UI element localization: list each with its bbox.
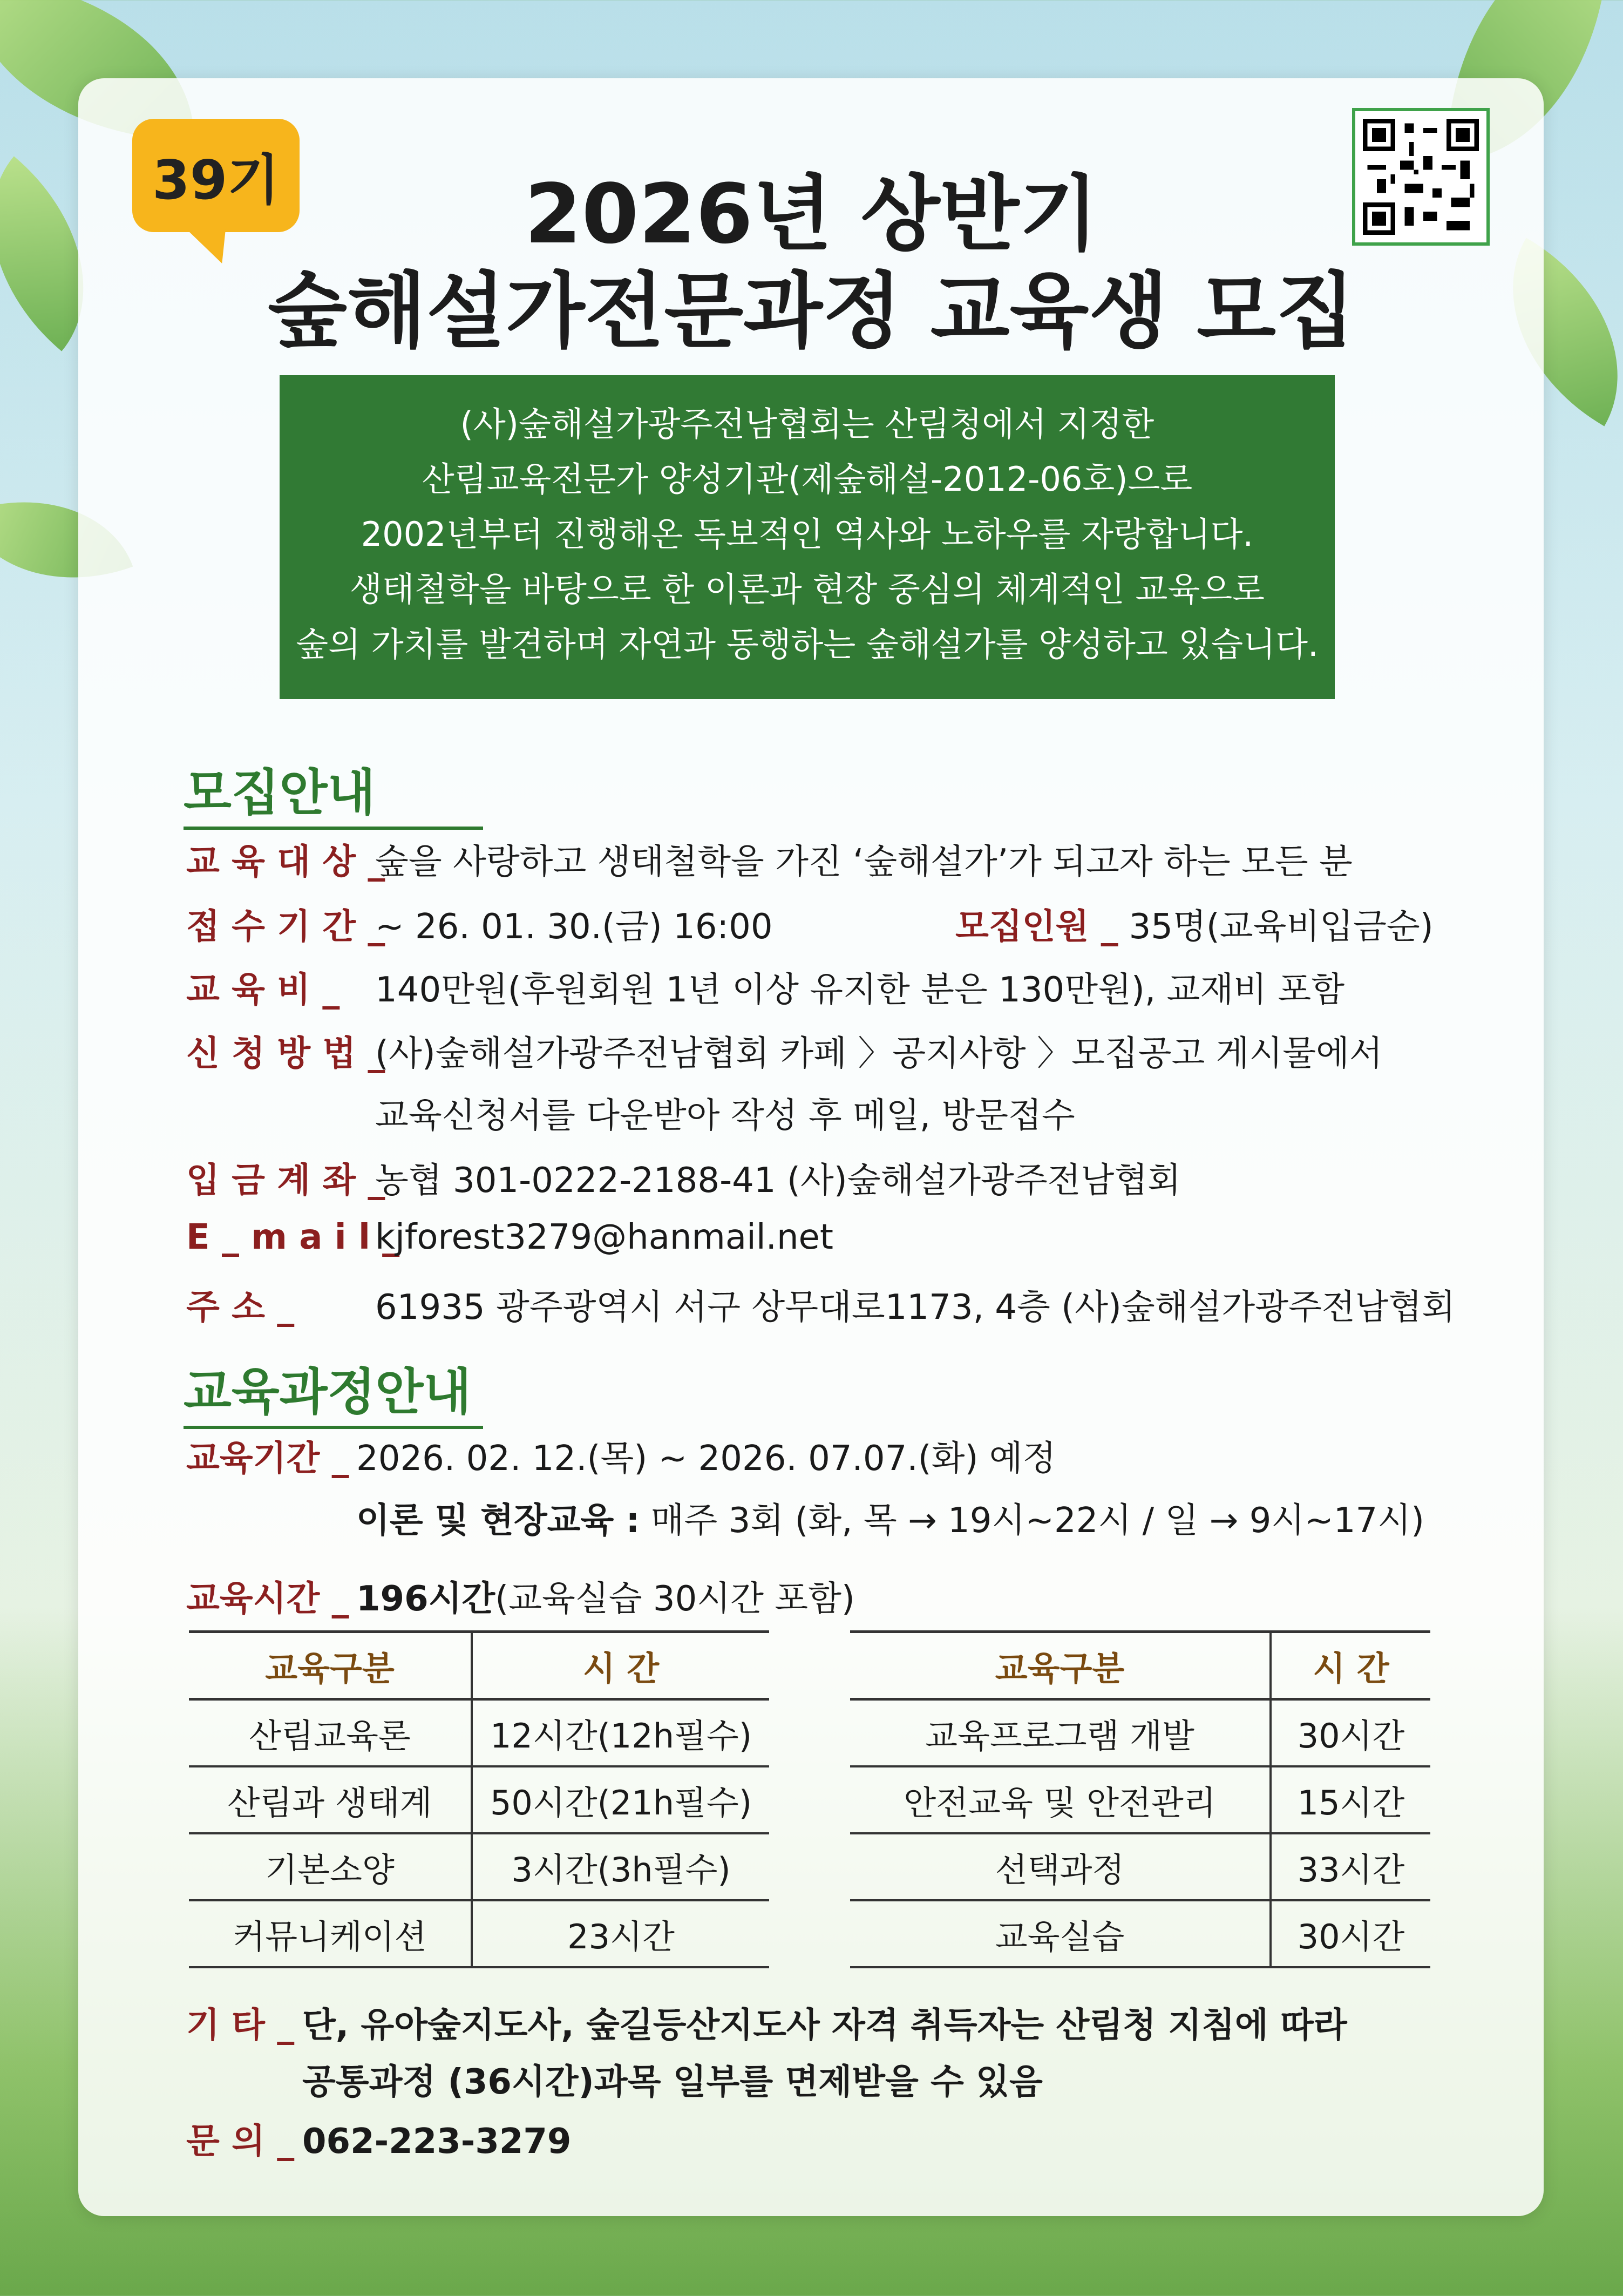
intro-line: 생태철학을 바탕으로 한 이론과 현장 중심의 체계적인 교육으로	[349, 570, 1265, 609]
fee-row	[186, 962, 1344, 1012]
account-row	[186, 1153, 1181, 1202]
address-label: 주 소 _	[186, 1288, 295, 1328]
table-cell: 12시간(12h필수)	[472, 1699, 769, 1767]
table-row	[850, 1766, 1430, 1833]
intro-line: (사)숲해설가광주전남협회는 산림청에서 지정한	[460, 404, 1155, 444]
table-row	[189, 1699, 769, 1767]
table-row	[850, 1699, 1430, 1767]
account-label: 입 금 계 좌 _	[186, 1161, 385, 1201]
target-label: 교 육 대 상 _	[186, 842, 385, 882]
hours-total: 196시간	[356, 1579, 495, 1619]
period-row	[186, 899, 773, 949]
schedule-row	[356, 1493, 1424, 1542]
apply-label: 신 청 방 법 _	[186, 1034, 385, 1074]
table-cell: 산림과 생태계	[189, 1766, 472, 1833]
etc-line-2: 공통과정 (36시간)과목 일부를 면제받을 수 있음	[302, 2062, 1043, 2102]
account-value: 농협 301-0222-2188-41 (사)숲해설가광주전남협회	[375, 1161, 1181, 1201]
col-header-time: 시 간	[472, 1632, 769, 1699]
email-label: E _ m a i l _	[186, 1217, 400, 1257]
table-cell: 30시간	[1271, 1900, 1430, 1967]
intro-line: 산림교육전문가 양성기관(제숲해설-2012-06호)으로	[422, 459, 1193, 499]
etc-row	[186, 1997, 1347, 2047]
table-cell: 산림교육론	[189, 1699, 472, 1767]
period-value: ~ 26. 01. 30.(금) 16:00	[375, 907, 773, 947]
target-value: 숲을 사랑하고 생태철학을 가진 ‘숲해설가’가 되고자 하는 모든 분	[375, 842, 1353, 882]
address-value: 61935 광주광역시 서구 상무대로1173, 4층 (사)숲해설가광주전남협회	[375, 1288, 1456, 1328]
hours-row	[186, 1571, 855, 1621]
table-header-row	[189, 1632, 769, 1699]
table-row	[189, 1900, 769, 1967]
table-row	[850, 1900, 1430, 1967]
intro-line: 숲의 가치를 발견하며 자연과 동행하는 숲해설가를 양성하고 있습니다.	[296, 625, 1319, 664]
table-cell: 안전교육 및 안전관리	[850, 1766, 1271, 1833]
table-cell: 교육실습	[850, 1900, 1271, 1967]
hours-note: (교육실습 30시간 포함)	[495, 1579, 855, 1619]
table-cell: 커뮤니케이션	[189, 1900, 472, 1967]
table-cell: 3시간(3h필수)	[472, 1833, 769, 1900]
table-row	[189, 1833, 769, 1900]
table-cell: 33시간	[1271, 1833, 1430, 1900]
table-cell: 교육프로그램 개발	[850, 1699, 1271, 1767]
col-header-category: 교육구분	[189, 1632, 472, 1699]
contact-phone[interactable]: 062-223-3279	[302, 2122, 572, 2162]
quota-label: 모집인원 _	[955, 907, 1118, 947]
table-cell: 기본소양	[189, 1833, 472, 1900]
title-line-2: 숲해설가전문과정 교육생 모집	[268, 263, 1355, 359]
intro-box	[280, 375, 1335, 699]
contact-label: 문 의 _	[186, 2122, 295, 2162]
table-cell: 선택과정	[850, 1833, 1271, 1900]
course-table-right	[850, 1630, 1430, 1968]
fee-value: 140만원(후원회원 1년 이상 유지한 분은 130만원), 교재비 포함	[375, 970, 1345, 1010]
table-cell: 23시간	[472, 1900, 769, 1967]
col-header-category: 교육구분	[850, 1632, 1271, 1699]
course-table-left	[189, 1630, 769, 1968]
recruit-heading: 모집안내	[184, 753, 483, 830]
intro-line: 2002년부터 진행해온 독보적인 역사와 노하우를 자랑합니다.	[361, 514, 1254, 554]
table-row	[189, 1766, 769, 1833]
course-period-value: 2026. 02. 12.(목) ~ 2026. 07.07.(화) 예정	[356, 1439, 1056, 1479]
table-cell: 50시간(21h필수)	[472, 1766, 769, 1833]
course-period-label: 교육기간 _	[186, 1439, 349, 1479]
apply-row	[186, 1026, 1383, 1075]
title-line-1: 2026년 상반기	[524, 166, 1099, 262]
badge-text: 39기	[152, 148, 280, 212]
table-cell: 15시간	[1271, 1766, 1430, 1833]
address-row	[186, 1279, 1455, 1329]
col-header-time: 시 간	[1271, 1632, 1430, 1699]
contact-row	[186, 2114, 571, 2163]
hours-label: 교육시간 _	[186, 1579, 349, 1619]
schedule-value: 매주 3회 (화, 목 → 19시~22시 / 일 → 9시~17시)	[650, 1501, 1424, 1541]
quota-row	[955, 899, 1434, 949]
period-label: 접 수 기 간 _	[186, 907, 385, 947]
apply-line-2: 교육신청서를 다운받아 작성 후 메일, 방문접수	[375, 1096, 1075, 1136]
email-row	[186, 1217, 833, 1257]
table-header-row	[850, 1632, 1430, 1699]
quota-value: 35명(교육비입금순)	[1129, 907, 1434, 947]
etc-label: 기 타 _	[186, 2006, 295, 2046]
table-row	[850, 1833, 1430, 1900]
apply-value: (사)숲해설가광주전남협회 카페 〉공지사항 〉모집공고 게시물에서	[375, 1034, 1383, 1074]
table-cell: 30시간	[1271, 1699, 1430, 1767]
etc-line-1: 단, 유아숲지도사, 숲길등산지도사 자격 취득자는 산림청 지침에 따라	[302, 2006, 1347, 2046]
course-heading: 교육과정안내	[184, 1352, 483, 1429]
schedule-label: 이론 및 현장교육 :	[356, 1501, 640, 1541]
target-row	[186, 834, 1353, 884]
email-link[interactable]: kjforest3279@hanmail.net	[375, 1217, 833, 1257]
course-period-row	[186, 1431, 1056, 1480]
fee-label: 교 육 비 _	[186, 970, 340, 1010]
